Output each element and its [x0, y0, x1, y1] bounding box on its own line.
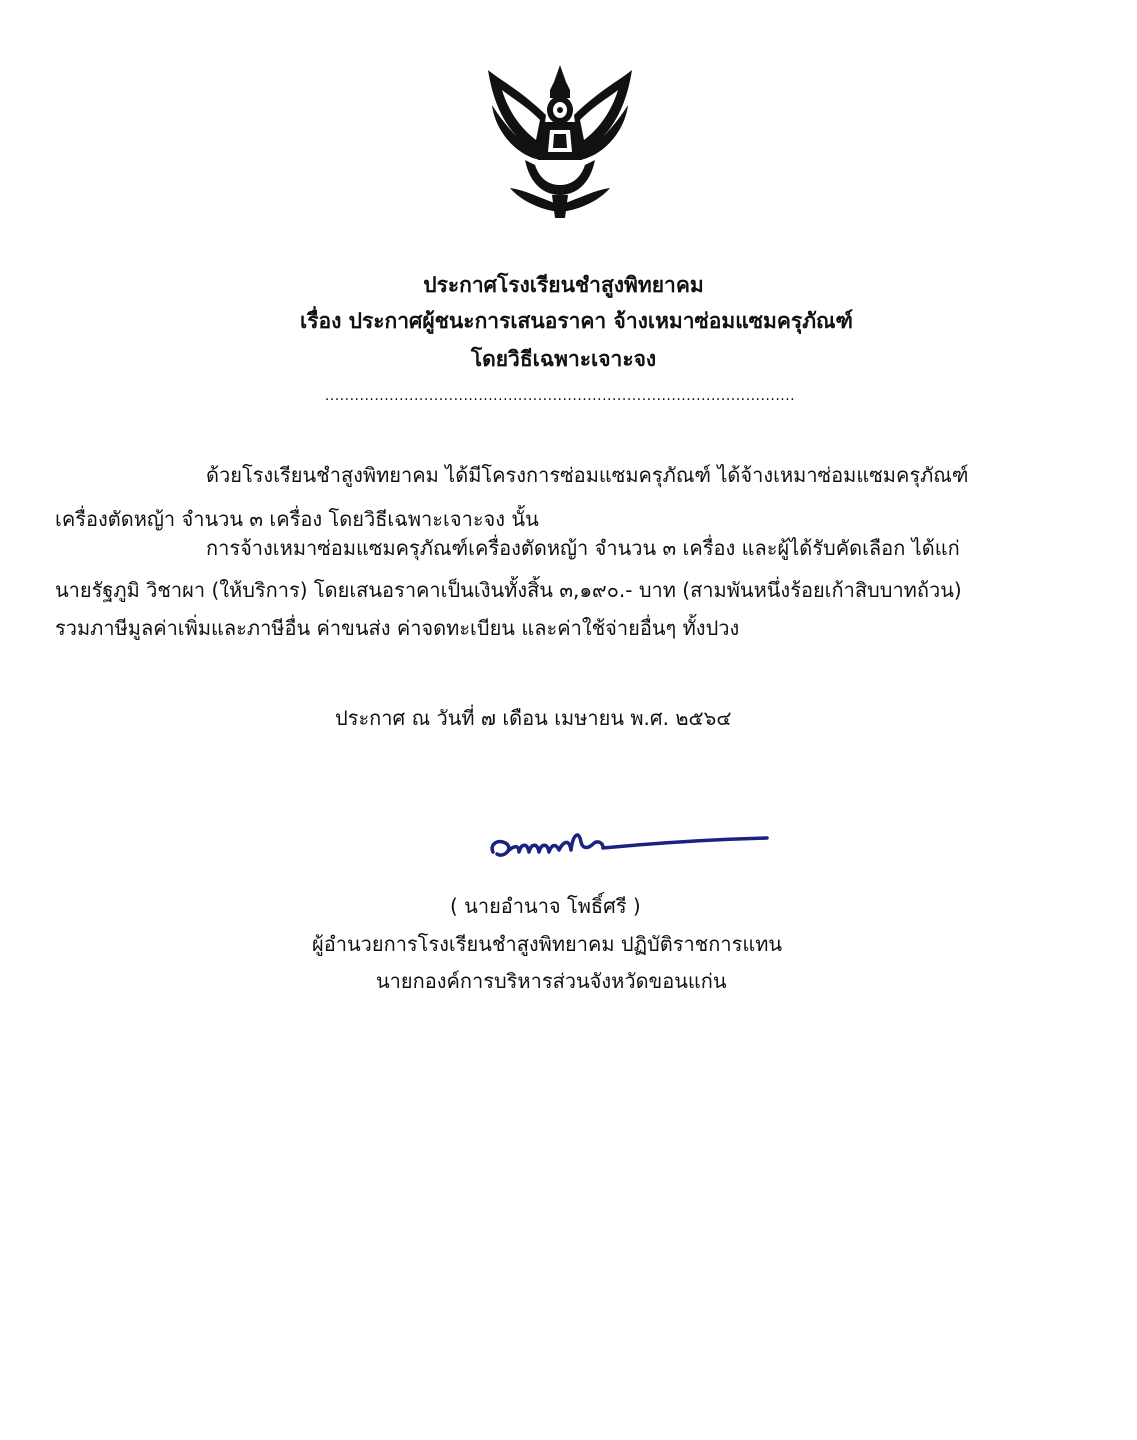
announcement-date: ประกาศ ณ วันที่ ๗ เดือน เมษายน พ.ศ. ๒๕๖๔ [335, 706, 732, 730]
announcement-subject: เรื่อง ประกาศผู้ชนะการเสนอราคา จ้างเหมาซ่อมแซมครุภัณฑ์ [300, 309, 853, 333]
paragraph-2-line-1: การจ้างเหมาซ่อมแซมครุภัณฑ์เครื่องตัดหญ้า จำนวน ๓ เครื่อง และผู้ได้รับคัดเลือก ได้แก่ [206, 536, 960, 560]
announcement-title: ประกาศโรงเรียนชำสูงพิทยาคม [423, 273, 704, 297]
signatory-name: ( นายอำนาจ โพธิ์ศรี ) [450, 894, 641, 918]
paragraph-1-line-1: ด้วยโรงเรียนชำสูงพิทยาคม ได้มีโครงการซ่อมแซมครุภัณฑ์ ได้จ้างเหมาซ่อมแซมครุภัณฑ์ [206, 463, 969, 487]
paragraph-2-line-3: รวมภาษีมูลค่าเพิ่มและภาษีอื่น ค่าขนส่ง ค่าจดทะเบียน และค่าใช้จ่ายอื่นๆ ทั้งปวง [55, 616, 740, 640]
handwritten-signature-icon [485, 822, 775, 872]
garuda-emblem-icon [470, 60, 650, 220]
announcement-method: โดยวิธีเฉพาะเจาะจง [470, 347, 657, 371]
dotted-separator: ............................................................................................... [324, 388, 796, 404]
signatory-position-line-1: ผู้อำนวยการโรงเรียนชำสูงพิทยาคม ปฏิบัติราชการแทน [312, 932, 783, 956]
paragraph-1-line-2: เครื่องตัดหญ้า จำนวน ๓ เครื่อง โดยวิธีเฉพาะเจาะจง นั้น [55, 507, 539, 531]
signatory-position-line-2: นายกองค์การบริหารส่วนจังหวัดขอนแก่น [376, 969, 727, 993]
paragraph-2-line-2: นายรัฐภูมิ วิชาผา (ให้บริการ) โดยเสนอราคาเป็นเงินทั้งสิ้น ๓,๑๙๐.- บาท (สามพันหนึ่งร้อยเก้าสิบบาทถ้วน) [55, 578, 962, 602]
